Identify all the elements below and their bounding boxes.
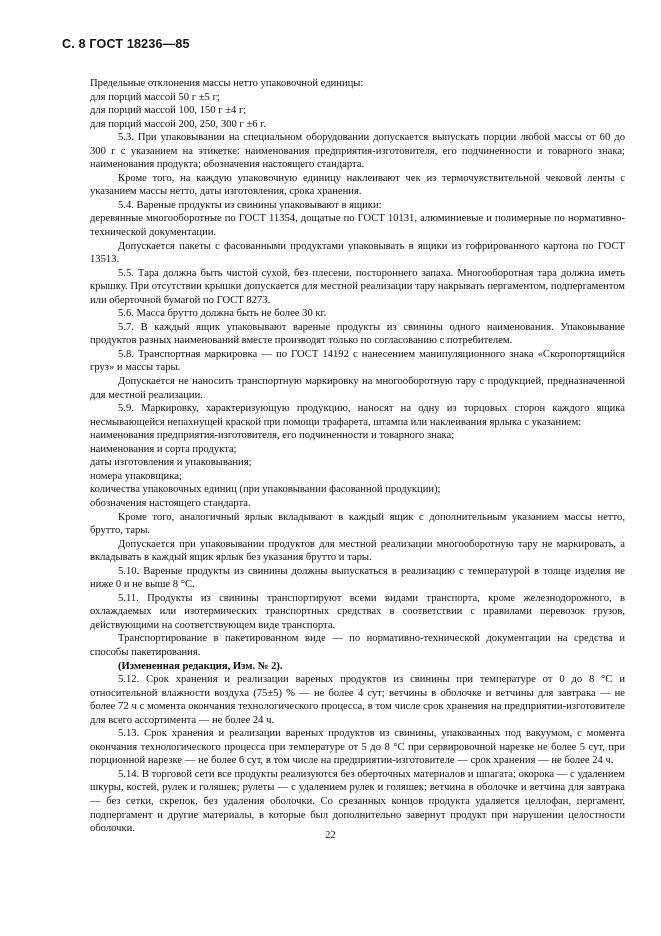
clause-5-9-cont: Кроме того, аналогичный ярлык вкладывают в каждый ящик с дополнительным указанием массы нетто, брутто, тары. [90,511,625,537]
clause-5-4-boxes: деревянные многооборотные по ГОСТ 11354, дощатые по ГОСТ 10131, алюминиевые и полимерные по нормативно-технической документации. [90,213,625,239]
clause-5-11-cont: Транспортирование в пакетированном виде — по нормативно-технической документации на средства и способы пакетирования. [90,633,625,658]
marking-item: номера упаковщика; [90,470,182,482]
mass-tolerance-line: для порций массой 50 г ±5 г; [90,91,220,103]
page-header: С. 8 ГОСТ 18236—85 [62,37,190,51]
marking-item: даты изготовления и упаковывания; [90,457,252,469]
marking-item: обозначения настоящего стандарта. [90,497,251,509]
clause-5-7: 5.7. В каждый ящик упаковывают вареные продукты из свинины одного наименования. Упаковывание продуктов разных наименований вместе производят только по согласованию с потребителем. [90,321,625,347]
marking-item: наименования и сорта продукта; [90,443,237,455]
marking-item: количества упаковочных единиц (при упаковывании фасованной продукции); [90,484,441,496]
clause-5-12: 5.12. Срок хранения и реализации вареных продуктов из свинины при температуре от 0 до 8 °С и относительной влажности воздуха (75±5) % — не более 4 сут; ветчины в оболочке и ветчины для завтрака — не более 72 ч с момента окончания технологического процесса, в том числе срок хранения на предприятии-изготовителе для всего ассортимента — не более 24 ч. [90,674,625,726]
clause-5-9: 5.9. Маркировку, характеризующую продукцию, наносят на одну из торцовых сторон каждого ящика несмывающейся непахнущей краской при помощи трафарета, штампа или наклеивания ярлыка с указанием: [90,403,625,428]
clause-5-13: 5.13. Срок хранения и реализации вареных продуктов из свинины, упакованных под вакуумом, с момента окончания технологического процесса при температуре от 5 до 8 °С при сервировочной нарезке не более 5 сут, при порционной нарезке — не более 6 сут, в том числе на предприятии-изготовителе — срок хранения — не более 24 ч. [90,728,625,767]
page-number: 22 [325,830,336,841]
mass-tolerance-line: для порций массой 200, 250, 300 г ±6 г. [90,118,266,130]
mass-tolerance-line: для порций массой 100, 150 г ±4 г; [90,105,247,117]
clause-5-5: 5.5. Тара должна быть чистой сухой, без плесени, постороннего запаха. Многооборотная тара должна иметь крышку. При отсутствии крышки допускается для местной реализации тару накрывать пергаментом, подпергаментом или оберточной бумагой по ГОСТ 8273. [90,267,625,306]
marking-item: наименования предприятия-изготовителя, его подчиненности и товарного знака; [90,430,455,442]
clause-5-4-cont: Допускается пакеты с фасованными продуктами упаковывать в ящики из гофрированного картона по ГОСТ 13513. [90,240,625,266]
clause-5-9-local: Допускается при упаковывании продуктов для местной реализации многооборотную тару не маркировать, а вкладывать в каждый ящик ярлык без указания брутто и тары. [90,538,625,564]
clause-5-14: 5.14. В торговой сети все продукты реализуются без оберточных материалов и шпагата; окорока — с удалением шкуры, костей, рулек и голяшек; рулеты — с удалением рулек и голяшек; ветчина в оболочке и ветчина для завтрака — без сетки, скрепок, без удаления оболочки. Со срезанных концов продукта удаляется целлофан, пергамент, подпергамент и другие материалы, в которые был дополнительно завернут продукт при нарушении целостности оболочки. [90,768,625,835]
clause-5-8-cont: Допускается не наносить транспортную маркировку на многооборотную тару с продукцией, предназначенной для местной реализации. [90,376,625,401]
document-body [90,77,625,836]
amendment-note: (Измененная редакция, Изм. № 2). [118,660,283,672]
clause-5-3-cont: Кроме того, на каждую упаковочную единицу наклеивают чек из термочувствительной чековой ленты с указанием массы нетто, даты изготовления, срока хранения. [90,172,625,198]
clause-5-11: 5.11. Продукты из свинины транспортируют всеми видами транспорта, кроме железнодорожного, в охлаждаемых или изотермических транспортных средствах в соответствии с правилами перевозок грузов, действующими на соответствующем виде транспорта. [90,592,625,631]
mass-tolerance-intro: Предельные отклонения массы нетто упаковочной единицы: [90,78,364,89]
clause-5-4: 5.4. Вареные продукты из свинины упаковывают в ящики: [118,199,382,211]
clause-5-10: 5.10. Вареные продукты из свинины должны выпускаться в реализацию с температурой в толще изделия не ниже 0 и не выше 8 °С. [90,565,625,591]
clause-5-6: 5.6. Масса брутто должна быть не более 30 кг. [118,308,327,320]
clause-5-3: 5.3. При упаковывании на специальном оборудовании допускается выпускать порции любой массы от 60 до 300 г с указанием на этикетке: наименования предприятия-изготовителя, его подчиненности и товарного знака; наименования продукта; обозначения настоящего стандарта. [90,132,625,171]
clause-5-8: 5.8. Транспортная маркировка — по ГОСТ 14192 с нанесением манипуляционного знака «Скоропортящийся груз» и массы тары. [90,348,625,374]
